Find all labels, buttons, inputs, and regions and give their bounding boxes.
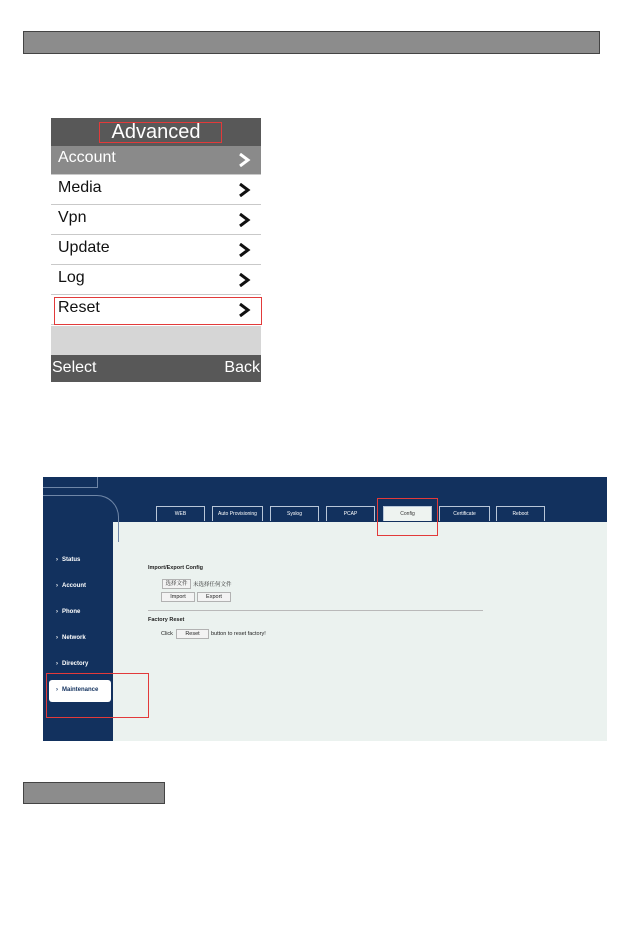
chevron-right-icon [237, 183, 251, 197]
sidebar-item-label: Account [62, 583, 86, 589]
no-file-text: 未选择任何文件 [193, 582, 232, 588]
chevron-right-icon: › [56, 609, 58, 615]
maintenance-highlight-box [46, 673, 149, 718]
menu-item-label: Update [58, 239, 110, 256]
menu-item-vpn[interactable] [51, 206, 261, 235]
chevron-right-icon [237, 273, 251, 287]
menu-item-label: Log [58, 269, 85, 286]
softkey-back[interactable]: Back [224, 359, 260, 376]
chevron-right-icon: › [56, 661, 58, 667]
chevron-right-icon [237, 153, 251, 167]
tab-auto-provisioning[interactable]: Auto Provisioning [212, 506, 263, 521]
menu-item-label: Vpn [58, 209, 87, 226]
import-button[interactable]: Import [161, 592, 195, 602]
nav-curve [43, 495, 119, 542]
softkey-select[interactable]: Select [52, 359, 97, 376]
sidebar-item-network[interactable] [56, 635, 86, 641]
chevron-right-icon: › [56, 557, 58, 563]
reset-suffix-text: button to reset factory! [211, 631, 266, 637]
phone-screen [51, 118, 261, 382]
sidebar-item-account[interactable] [56, 583, 86, 589]
sidebar-item-label: Phone [62, 609, 81, 615]
sidebar-item-label: Network [62, 635, 86, 641]
phone-title: Advanced [51, 118, 261, 146]
tab-web[interactable]: WEB [156, 506, 205, 521]
softkey-bar [51, 355, 261, 382]
sidebar-item-status[interactable] [56, 557, 80, 563]
logo-area [43, 477, 98, 488]
section-header-bar [23, 31, 600, 54]
menu-item-label: Reset [58, 299, 100, 316]
menu-item-log[interactable] [51, 266, 261, 295]
reset-prefix-text: Click [161, 631, 173, 637]
menu-item-label: Media [58, 179, 102, 196]
tab-config[interactable]: Config [383, 506, 432, 521]
choose-file-button[interactable]: 选择文件 [162, 579, 191, 589]
tab-reboot[interactable]: Reboot [496, 506, 545, 521]
chevron-right-icon [237, 213, 251, 227]
chevron-right-icon: › [56, 687, 58, 693]
title-highlight-box [99, 122, 222, 143]
tab-pcap[interactable]: PCAP [326, 506, 375, 521]
menu-item-media[interactable] [51, 176, 261, 205]
menu-item-label: Account [58, 149, 116, 166]
sidebar-item-phone[interactable] [56, 609, 80, 615]
menu-item-update[interactable] [51, 236, 261, 265]
sidebar-item-directory[interactable] [56, 661, 88, 667]
tab-syslog[interactable]: Syslog [270, 506, 319, 521]
chevron-right-icon: › [56, 583, 58, 589]
reset-button[interactable]: Reset [176, 629, 209, 639]
factory-reset-title: Factory Reset [148, 617, 185, 623]
import-export-title: Import/Export Config [148, 565, 203, 571]
config-highlight-box [377, 498, 438, 536]
sidebar-item-label: Status [62, 557, 81, 563]
section-divider [148, 610, 483, 611]
section-footer-bar [23, 782, 165, 804]
menu-item-account[interactable] [51, 146, 261, 175]
reset-highlight-box [54, 297, 262, 325]
chevron-right-icon [237, 243, 251, 257]
tab-certificate[interactable]: Certificate [439, 506, 490, 521]
export-button[interactable]: Export [197, 592, 231, 602]
chevron-right-icon: › [56, 635, 58, 641]
empty-area [51, 326, 261, 355]
sidebar-item-label: Maintenance [62, 687, 99, 693]
sidebar-item-label: Directory [62, 661, 89, 667]
